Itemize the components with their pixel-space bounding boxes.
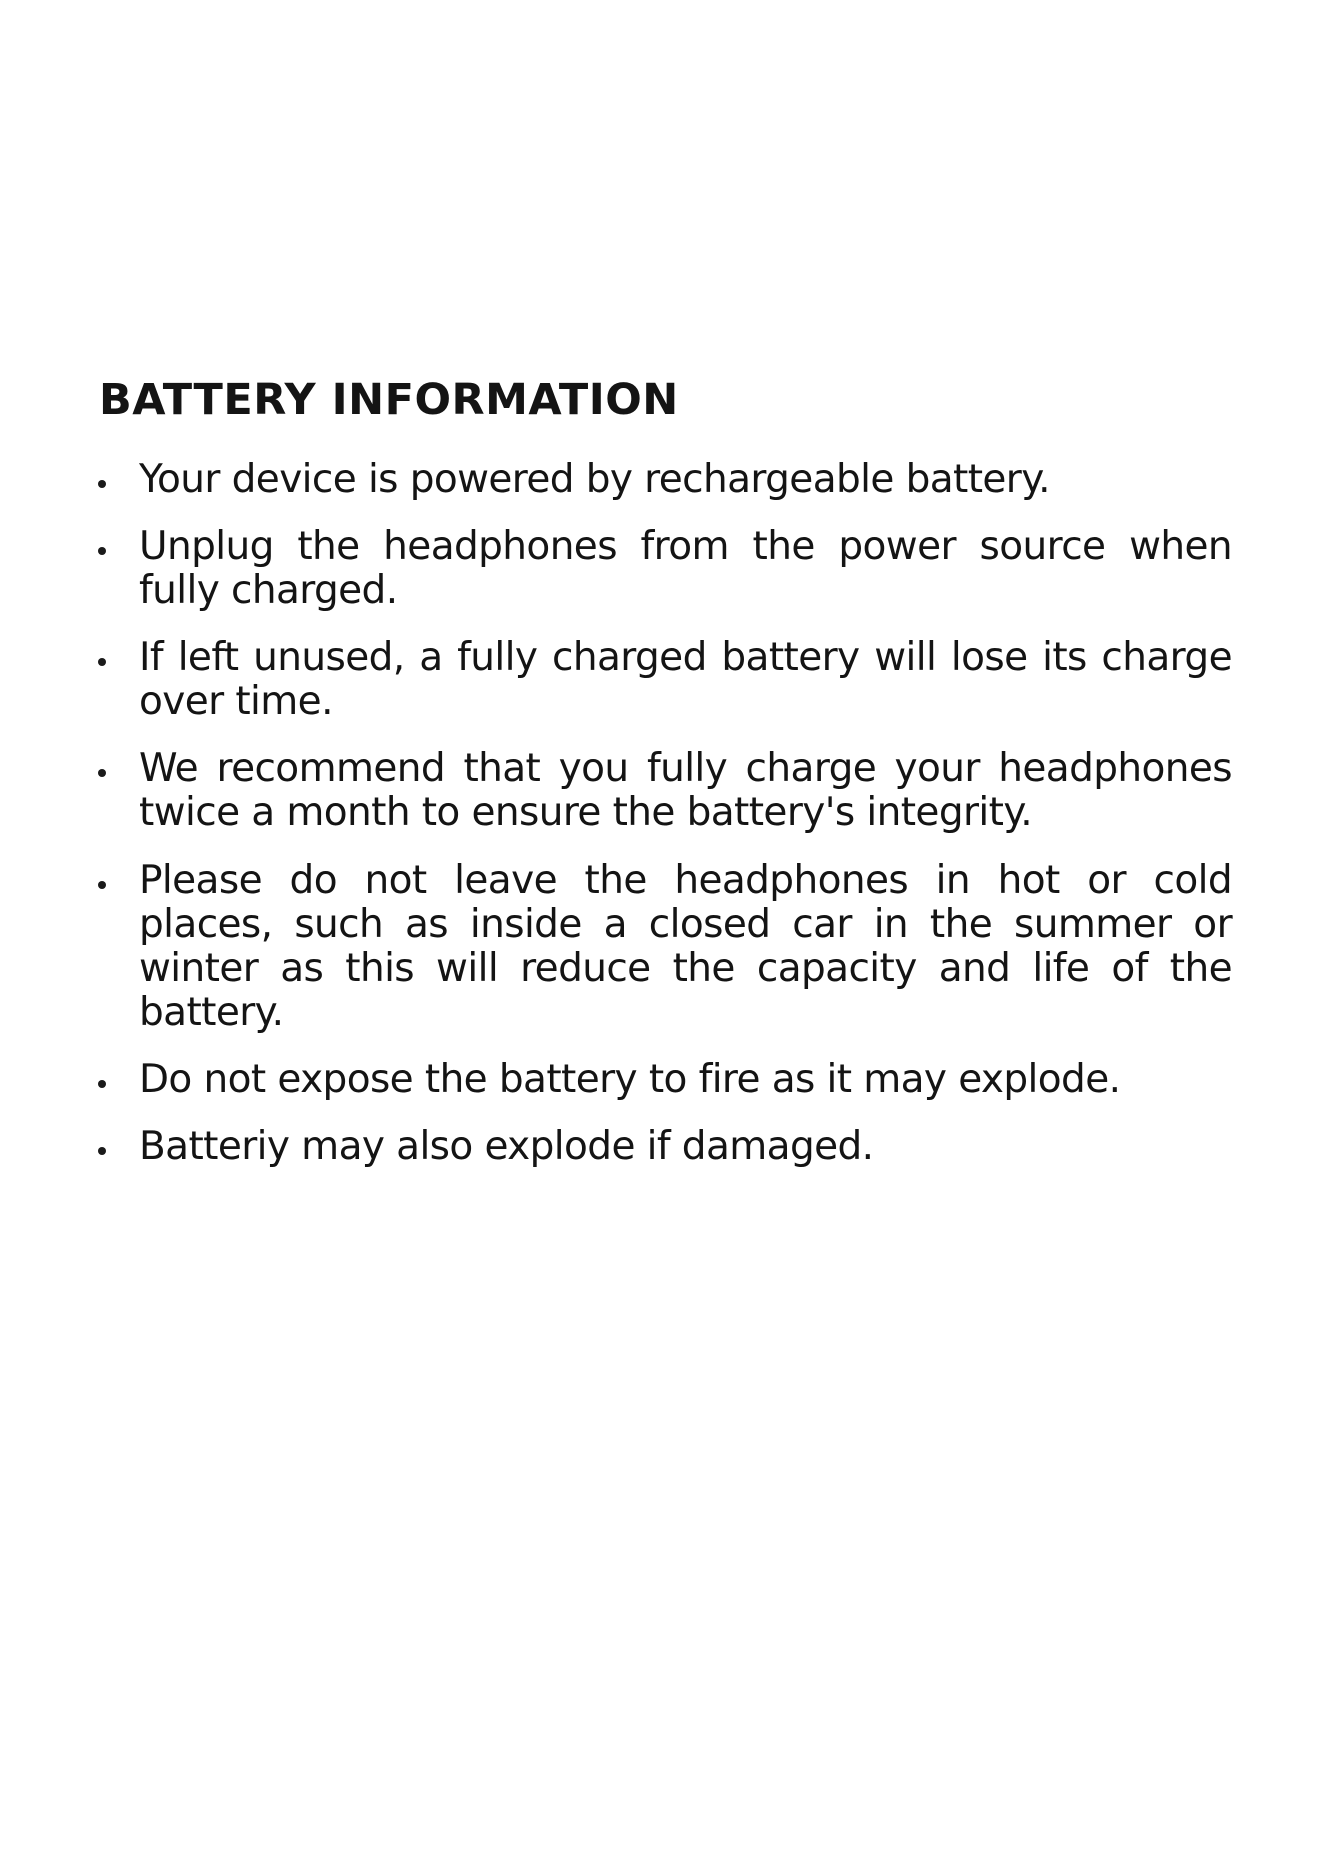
list-item-text: Do not expose the battery to fire as it may explode. [139, 1057, 1121, 1102]
list-item-text: Please do not leave the headphones in hot or cold places, such as inside a closed car in the summer or winter as this will reduce the capacity and life of the battery. [139, 858, 1232, 1035]
section-title: BATTERY INFORMATION [99, 375, 679, 425]
list-item-text: We recommend that you fully charge your headphones twice a month to ensure the battery's integrity. [139, 746, 1232, 835]
bullet-icon [98, 547, 106, 555]
list-item-text: If left unused, a fully charged battery will lose its charge over time. [139, 635, 1232, 724]
bullet-icon [98, 769, 106, 777]
list-item-text: Your device is powered by rechargeable battery. [139, 457, 1050, 502]
bullet-icon [98, 881, 106, 889]
bullet-icon [98, 658, 106, 666]
list-item-text: Unplug the headphones from the power source when fully charged. [139, 524, 1232, 613]
bullet-icon [98, 1147, 106, 1155]
bullet-icon [98, 480, 106, 488]
bullet-icon [98, 1080, 106, 1088]
list-item-text: Batteriy may also explode if damaged. [139, 1124, 874, 1169]
